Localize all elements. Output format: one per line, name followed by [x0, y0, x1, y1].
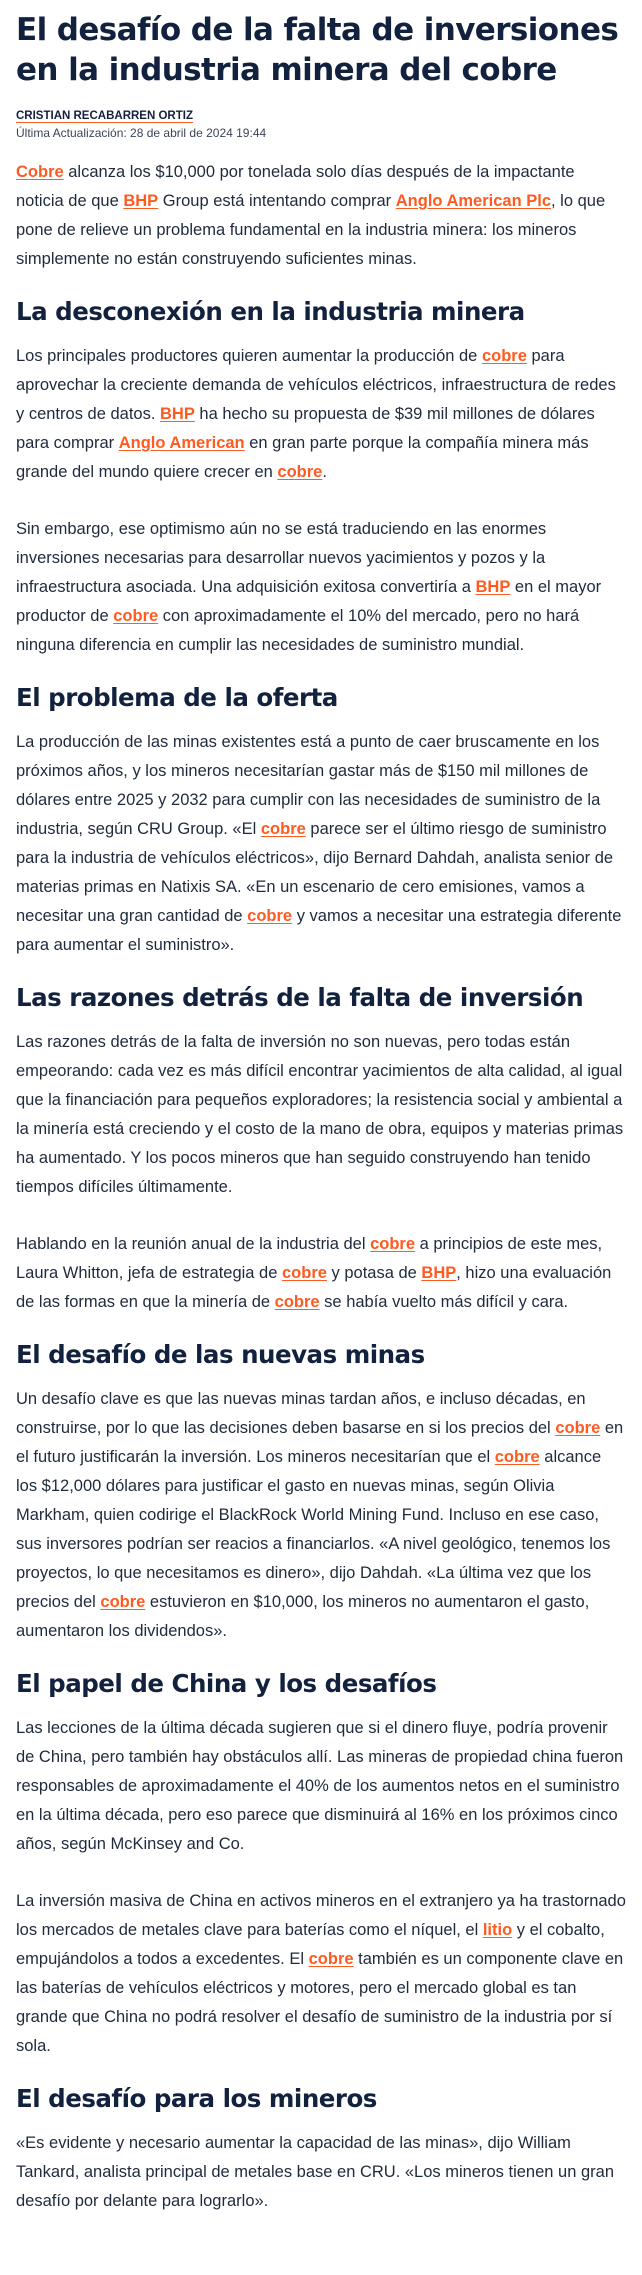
text: para aprovechar la creciente demanda de vehículos eléctricos, infraestructura de redes y centros de datos. [16, 347, 616, 423]
cobre-link[interactable]: cobre [274, 1293, 320, 1311]
text: , hizo una evaluación de las formas en que la minería de [16, 1264, 612, 1311]
text: . [322, 463, 327, 481]
text: La inversión masiva de China en activos mineros en el extranjero ya ha trastornado los mercados de metales clave para baterías como el níquel, el [16, 1892, 626, 1939]
text: ha hecho su propuesta de $39 mil millones de dólares para comprar [16, 405, 595, 452]
cobre-link[interactable]: cobre [308, 1950, 354, 1968]
paragraph [16, 728, 626, 960]
text: a principios de este mes, Laura Whitton, jefa de estrategia de [16, 1235, 603, 1282]
text: se había vuelto más difícil y cara. [319, 1293, 569, 1311]
text: y vamos a necesitar una estrategia diferente para aumentar el suministro». [16, 907, 622, 954]
cobre-link[interactable]: cobre [555, 1419, 601, 1437]
cobre-link[interactable]: cobre [247, 907, 293, 925]
text: estuvieron en $10,000, los mineros no aumentaron el gasto, aumentaron los dividendos». [16, 1593, 590, 1640]
cobre-link[interactable]: Cobre [16, 163, 64, 181]
section-heading-desconexion: La desconexión en la industria minera [16, 297, 525, 326]
text: también es un componente clave en las baterías de vehículos eléctricos y motores, pero el mercado global es tan grande que China no podrá resolver el desafío de suministro de la industria por sí sola. [16, 1950, 624, 2055]
text: Group está intentando comprar [158, 192, 396, 210]
section-heading-china: El papel de China y los desafíos [16, 1669, 437, 1698]
anglo-american-link[interactable]: Anglo American [118, 434, 245, 452]
cobre-link[interactable]: cobre [100, 1593, 146, 1611]
text: y el cobalto, empujándolos a todos a excedentes. El [16, 1921, 605, 1968]
text: Sin embargo, ese optimismo aún no se está traduciendo en las enormes inversiones necesarias para desarrollar nuevos yacimientos y pozos y la infraestructura asociada. Una adquisición exitosa convertiría a [16, 520, 547, 596]
bhp-link[interactable]: BHP [123, 192, 159, 210]
text: parece ser el último riesgo de suministro para la industria de vehículos eléctricos», dijo Bernard Dahdah, analista senior de materias primas en Natixis SA. «En un escenario de cero emisiones, vamos a necesitar una gran cantidad de [16, 820, 614, 925]
paragraph [16, 342, 626, 487]
section-heading-razones: Las razones detrás de la falta de inversión [16, 983, 584, 1012]
bhp-link[interactable]: BHP [421, 1264, 457, 1282]
text: en el futuro justificarán la inversión. Los mineros necesitarían que el [16, 1419, 624, 1466]
text: con aproximadamente el 10% del mercado, pero no hará ninguna diferencia en cumplir las necesidades de suministro mundial. [16, 607, 580, 654]
text: alcanza los $10,000 por tonelada solo días después de la impactante noticia de que [16, 163, 575, 210]
cobre-link[interactable]: cobre [113, 607, 159, 625]
paragraph: Las lecciones de la última década sugieren que si el dinero fluye, podría provenir de China, pero también hay obstáculos allí. Las mineras de propiedad china fueron responsables de aproximadamente el 40% de los aumentos netos en el suministro en la última década, pero eso parece que disminuirá al 16% en los próximos cinco años, según McKinsey and Co. [16, 1719, 624, 1853]
text: Un desafío clave es que las nuevas minas tardan años, e incluso décadas, en construirse, por lo que las decisiones deben basarse en si los precios del [16, 1390, 586, 1437]
cobre-link[interactable]: cobre [282, 1264, 327, 1282]
litio-link[interactable]: litio [482, 1921, 513, 1939]
text: alcance los $12,000 dólares para justificar el gasto en nuevas minas, según Olivia Markham, quien codirige el BlackRock World Mining Fund. Incluso en ese caso, sus inversores podrían ser reacios a financiarlos. «A nivel geológico, tenemos los proyectos, lo que necesitamos es dinero», dijo Dahdah. «La última vez que los precios del [16, 1448, 611, 1611]
cobre-link[interactable]: cobre [494, 1448, 540, 1466]
bhp-link[interactable]: BHP [160, 405, 195, 423]
cobre-link[interactable]: cobre [370, 1235, 416, 1253]
section-heading-oferta: El problema de la oferta [16, 683, 338, 712]
text: y potasa de [326, 1264, 422, 1282]
author-link[interactable]: CRISTIAN RECABARREN ORTIZ [16, 110, 193, 122]
updated-date: Última Actualización: 28 de abril de 2024 19:44 [16, 126, 267, 140]
intro-paragraph [16, 158, 626, 274]
cobre-link[interactable]: cobre [277, 463, 323, 481]
text: en el mayor productor de [16, 578, 602, 625]
paragraph [16, 1887, 626, 2061]
article-title: El desafío de la falta de inversiones en la industria minera del cobre [16, 12, 619, 88]
paragraph [16, 1230, 626, 1317]
paragraph [16, 515, 626, 660]
text: La producción de las minas existentes está a punto de caer bruscamente en los próximos años, y los mineros necesitarían gastar más de $150 mil millones de dólares entre 2025 y 2032 para cumplir con las necesidades de suministro de la industria, según CRU Group. «El [16, 733, 601, 838]
text: en gran parte porque la compañía minera más grande del mundo quiere crecer en [16, 434, 589, 481]
text: Hablando en la reunión anual de la industria del [16, 1235, 371, 1253]
paragraph: Las razones detrás de la falta de inversión no son nuevas, pero todas están empeorando: cada vez es más difícil encontrar yacimientos de alta calidad, al igual que la financiación para pequeños exploradores; la resistencia social y ambiental a la minería está creciendo y el costo de la mano de obra, equipos y materias primas ha aumentado. Y los pocos mineros que han seguido construyendo han tenido tiempos difíciles últimamente. [16, 1033, 624, 1196]
bhp-link[interactable]: BHP [475, 578, 511, 596]
section-heading-nuevas-minas: El desafío de las nuevas minas [16, 1340, 425, 1369]
paragraph: «Es evidente y necesario aumentar la capacidad de las minas», dijo William Tankard, analista principal de metales base en CRU. «Los mineros tienen un gran desafío por delante para lograrlo». [16, 2134, 615, 2210]
section-heading-mineros: El desafío para los mineros [16, 2084, 377, 2113]
anglo-american-plc-link[interactable]: Anglo American Plc [395, 192, 552, 210]
text: Los principales productores quieren aumentar la producción de [16, 347, 482, 365]
paragraph [16, 1385, 626, 1646]
cobre-link[interactable]: cobre [260, 820, 306, 838]
text: , lo que pone de relieve un problema fundamental en la industria minera: los mineros simplemente no están construyendo suficientes minas. [16, 192, 606, 268]
cobre-link[interactable]: cobre [481, 347, 527, 365]
